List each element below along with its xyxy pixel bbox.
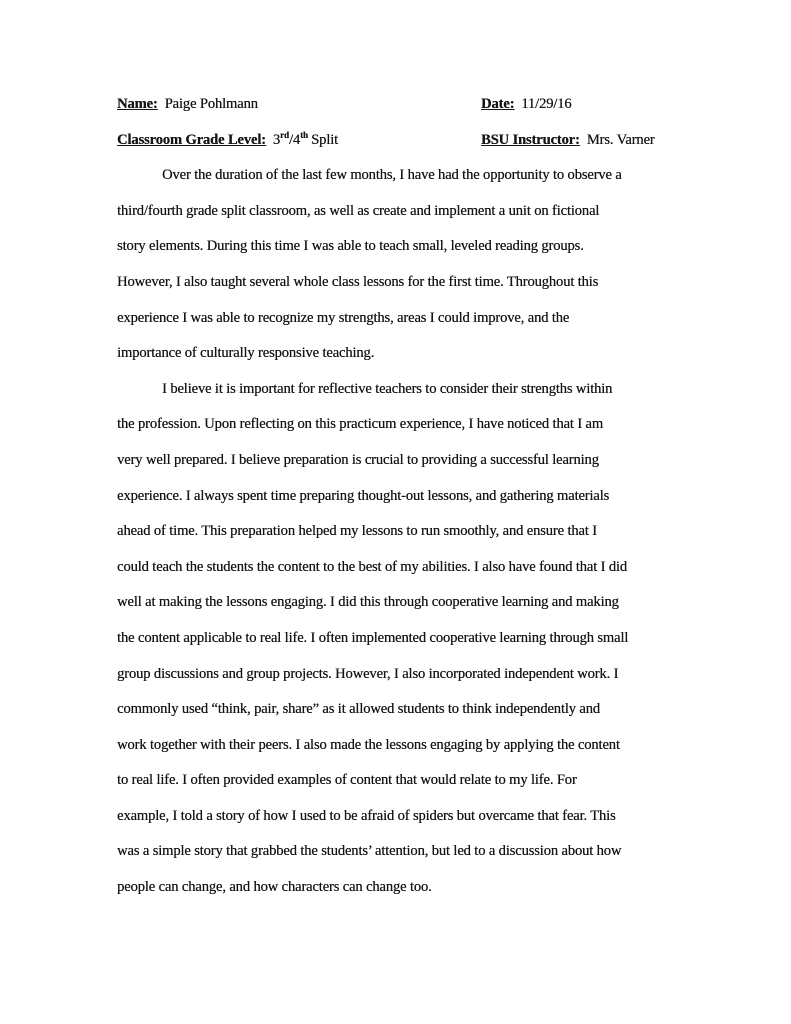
instructor-label: BSU Instructor: [481, 131, 580, 148]
grade-superscript-th: th [300, 129, 309, 140]
instructor-value: Mrs. Varner [586, 131, 655, 148]
text-line: experience I was able to recognize my strengths, areas I could improve, and the [117, 309, 570, 326]
paragraph-1 [117, 158, 679, 372]
grade-level-value [272, 129, 338, 148]
document-content [117, 87, 679, 906]
text-line: very well prepared. I believe preparation is crucial to providing a successful learning [117, 451, 599, 468]
text-line: was a simple story that grabbed the students’ attention, but led to a discussion about how [117, 843, 622, 860]
date-field [481, 87, 571, 123]
grade-superscript-rd: rd [280, 129, 289, 140]
text-line: well at making the lessons engaging. I did this through cooperative learning and making [117, 594, 619, 611]
text-line: work together with their peers. I also made the lessons engaging by applying the content [117, 736, 620, 753]
text-line: could teach the students the content to the best of my abilities. I also have found that I did [117, 558, 627, 575]
text-line: example, I told a story of how I used to be afraid of spiders but overcame that fear. This [117, 807, 616, 824]
date-value: 11/29/16 [521, 96, 572, 112]
text-line: importance of culturally responsive teaching. [117, 345, 375, 362]
grade-base1: 3 [272, 131, 280, 148]
grade-split-text: Split [311, 131, 338, 148]
name-label: Name: [117, 96, 158, 112]
grade-level-field [117, 129, 338, 148]
text-line: the content applicable to real life. I often implemented cooperative learning through small [117, 629, 629, 646]
text-line: experience. I always spent time preparing thought-out lessons, and gathering materials [117, 487, 610, 504]
date-label: Date: [481, 96, 515, 112]
grade-level-label: Classroom Grade Level: [117, 131, 266, 148]
text-line: commonly used “think, pair, share” as it allowed students to think independently and [117, 701, 600, 718]
text-line: to real life. I often provided examples of content that would relate to my life. For [117, 772, 577, 789]
instructor-field [481, 123, 655, 159]
name-value: Paige Pohlmann [164, 96, 258, 112]
grade-base2: /4 [289, 131, 301, 148]
text-line: third/fourth grade split classroom, as well as create and implement a unit on fictional [117, 202, 600, 219]
text-line: ahead of time. This preparation helped my lessons to run smoothly, and ensure that I [117, 523, 597, 540]
text-line: Over the duration of the last few months, I have had the opportunity to observe a [162, 167, 622, 184]
text-line: I believe it is important for reflective teachers to consider their strengths within [162, 380, 613, 397]
header-row-grade-instructor [117, 123, 679, 159]
name-field [117, 96, 258, 112]
text-line: the profession. Upon reflecting on this practicum experience, I have noticed that I am [117, 416, 603, 433]
header-row-name-date [117, 87, 679, 123]
text-line: However, I also taught several whole class lessons for the first time. Throughout this [117, 273, 599, 290]
text-line: story elements. During this time I was able to teach small, leveled reading groups. [117, 238, 584, 255]
paragraph-2 [117, 372, 679, 906]
text-line: people can change, and how characters can change too. [117, 879, 432, 896]
text-line: group discussions and group projects. However, I also incorporated independent work. I [117, 665, 619, 682]
